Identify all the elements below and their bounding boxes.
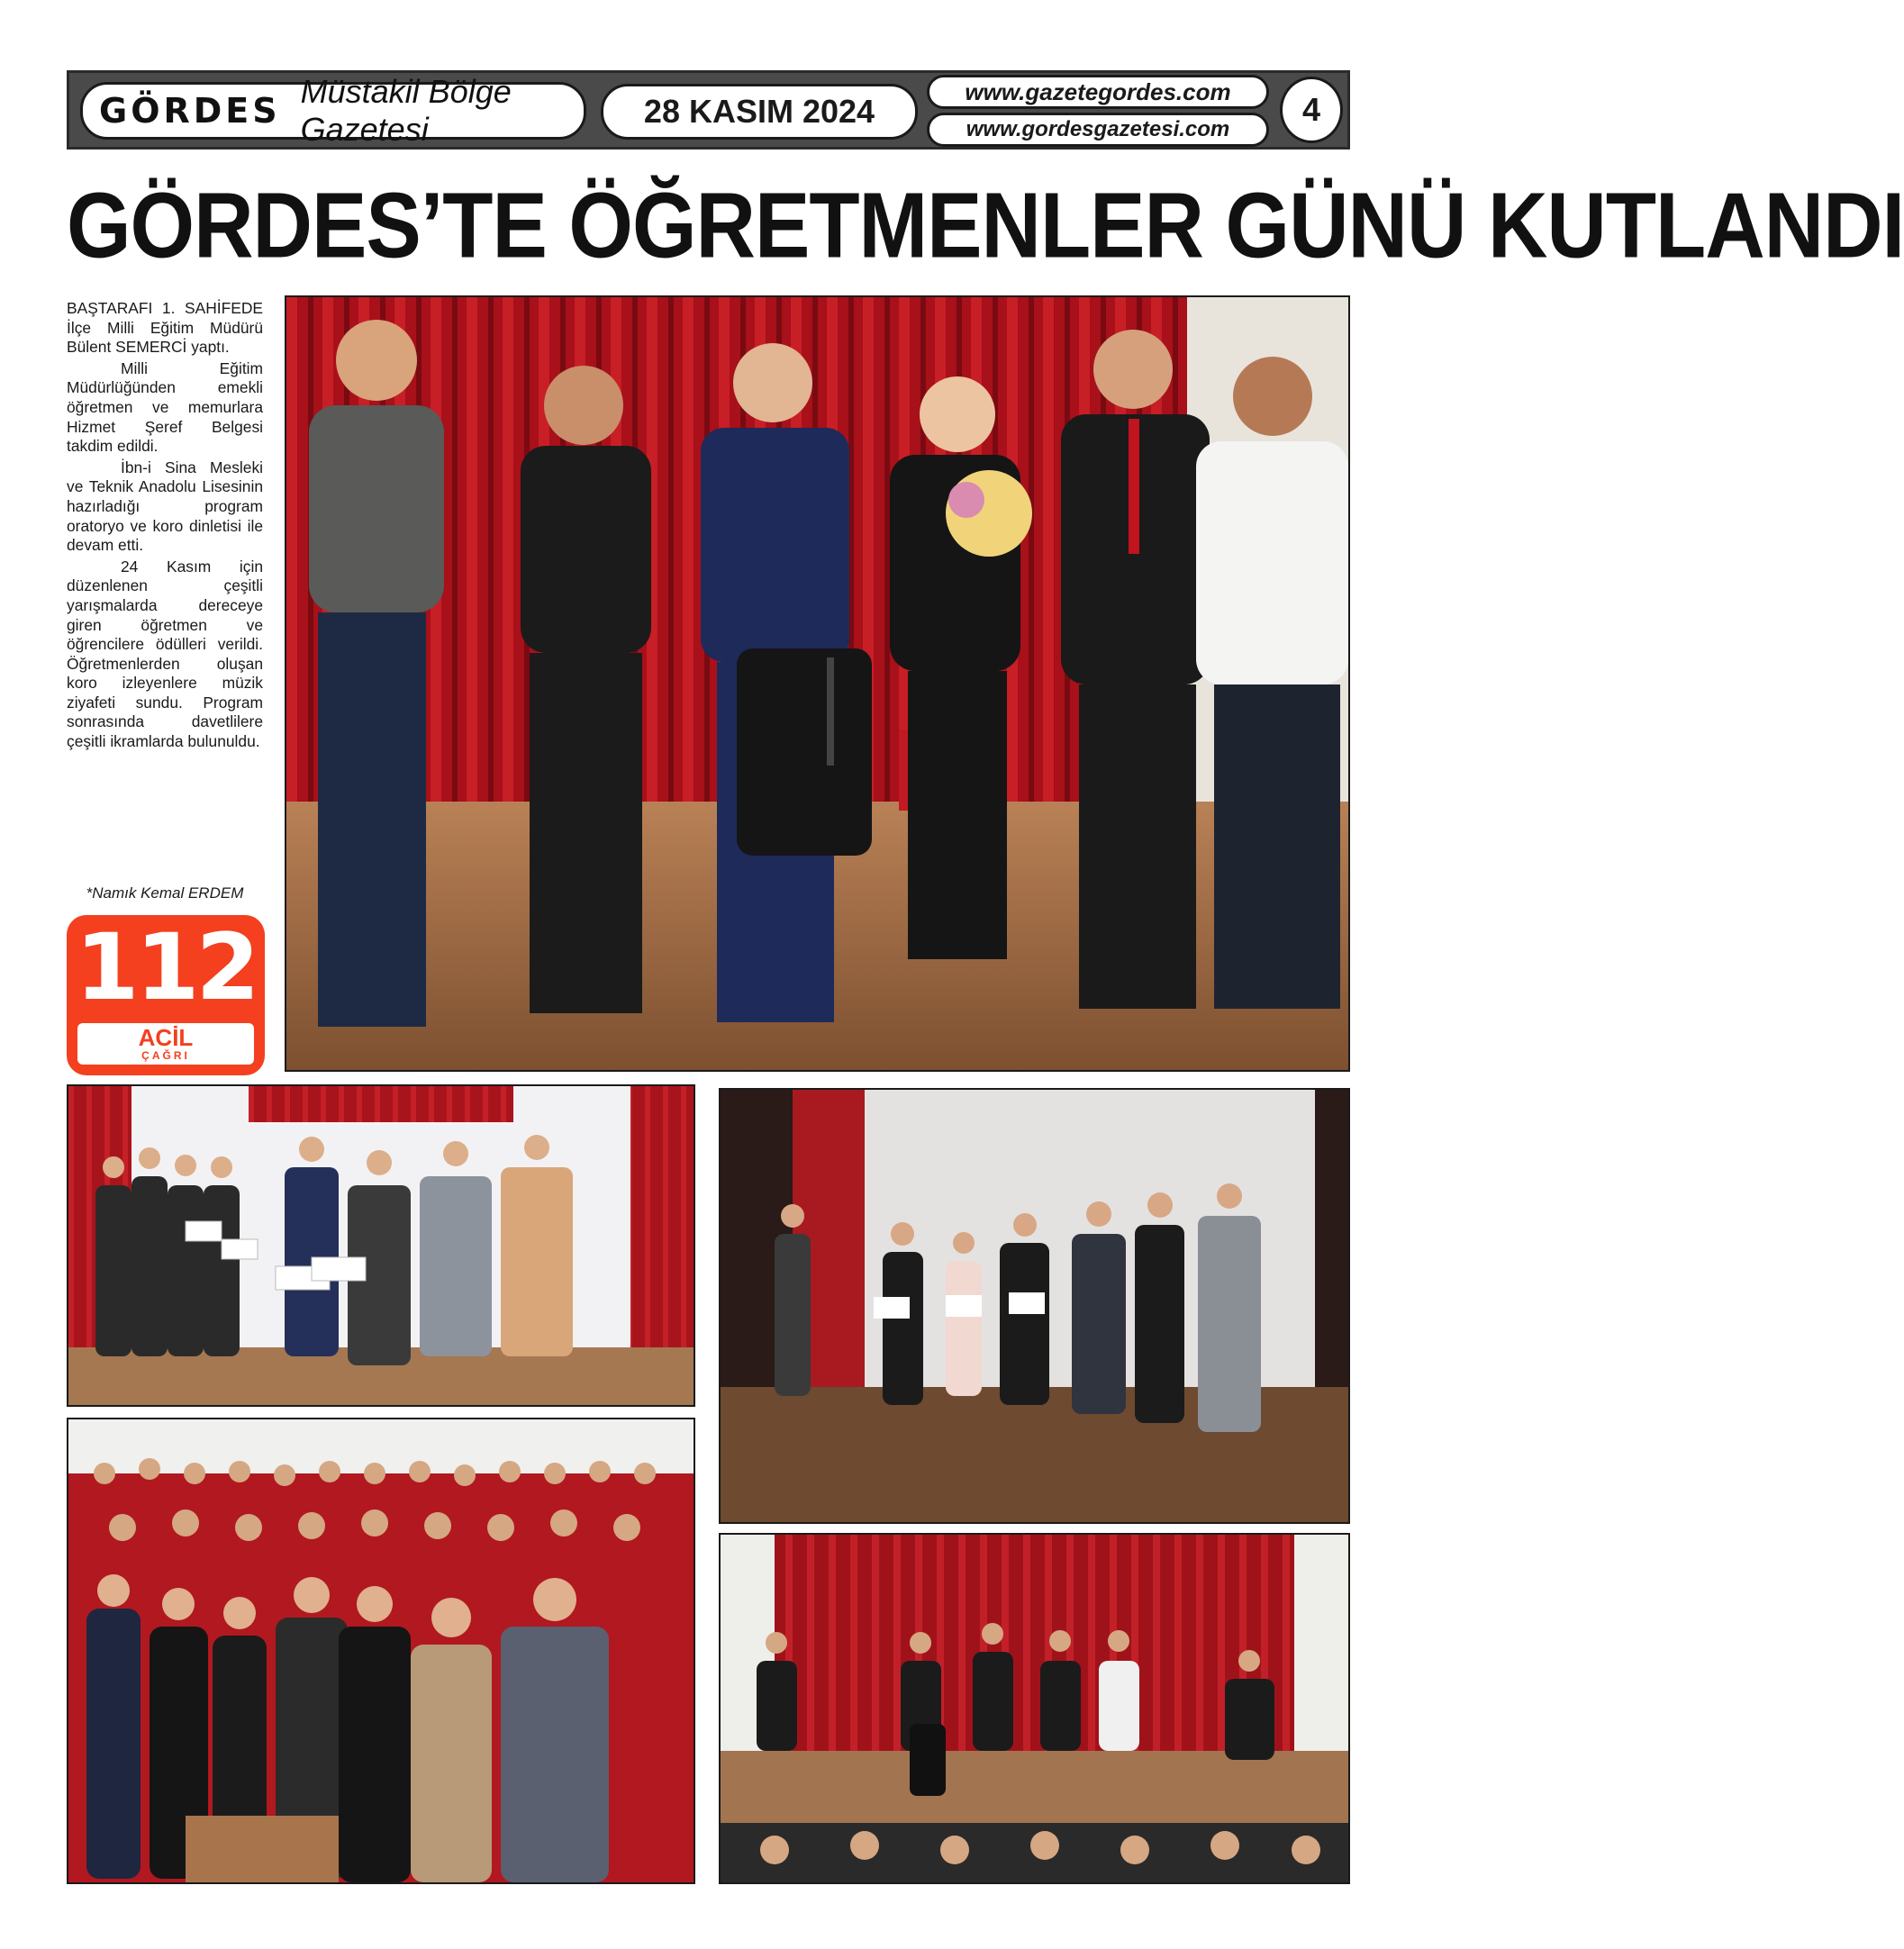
newspaper-name: GÖRDES (99, 91, 281, 131)
emergency-label-1: ACİL (138, 1024, 194, 1051)
masthead (67, 70, 1350, 150)
article-paragraph: BAŞTARAFI 1. SAHİFEDE İlçe Milli Eğitim Müdürü Bülent SEMERCİ yaptı. (67, 299, 263, 357)
main-photo (285, 295, 1350, 1072)
photo-music-performance (719, 1533, 1350, 1884)
website-link-2[interactable]: www.gordesgazetesi.com (927, 113, 1269, 147)
emergency-label-2: ÇAĞRI (141, 1049, 190, 1062)
photo-award-ceremony-1 (67, 1084, 695, 1407)
article-paragraph: 24 Kasım için düzenlenen çeşitli yarışmalarda dereceye giren öğretmen ve öğrencilere ödülleri verildi. Öğretmenlerden oluşan koro izleyenlere müzik ziyafeti sundu. Program sonrasında davetlilere çeşitli ikramlarda bulunuldu. (67, 557, 263, 751)
emergency-112-logo (67, 915, 265, 1075)
byline: *Namık Kemal ERDEM (86, 884, 244, 902)
headline: GÖRDES’TE ÖĞRETMENLER GÜNÜ KUTLANDI (67, 174, 1904, 278)
photo-audience (67, 1418, 695, 1884)
page-number: 4 (1280, 77, 1343, 143)
website-link-1[interactable]: www.gazetegordes.com (927, 75, 1269, 109)
issue-date: 28 KASIM 2024 (601, 84, 918, 140)
newspaper-name-box (80, 73, 586, 148)
article-paragraph: İbn-i Sina Mesleki ve Teknik Anadolu Lisesinin hazırladığı program oratoryo ve koro dinletisi ile devam etti. (67, 458, 263, 555)
emergency-label (77, 1023, 254, 1065)
emergency-number: 112 (75, 914, 257, 1021)
article-paragraph: Milli Eğitim Müdürlüğünden emekli öğretmen ve memurlara Hizmet Şeref Belgesi takdim edildi. (67, 358, 263, 456)
newspaper-subtitle: Müstakil Bölge Gazetesi (300, 73, 512, 148)
article-body (67, 299, 263, 752)
photo-award-ceremony-2 (719, 1088, 1350, 1524)
